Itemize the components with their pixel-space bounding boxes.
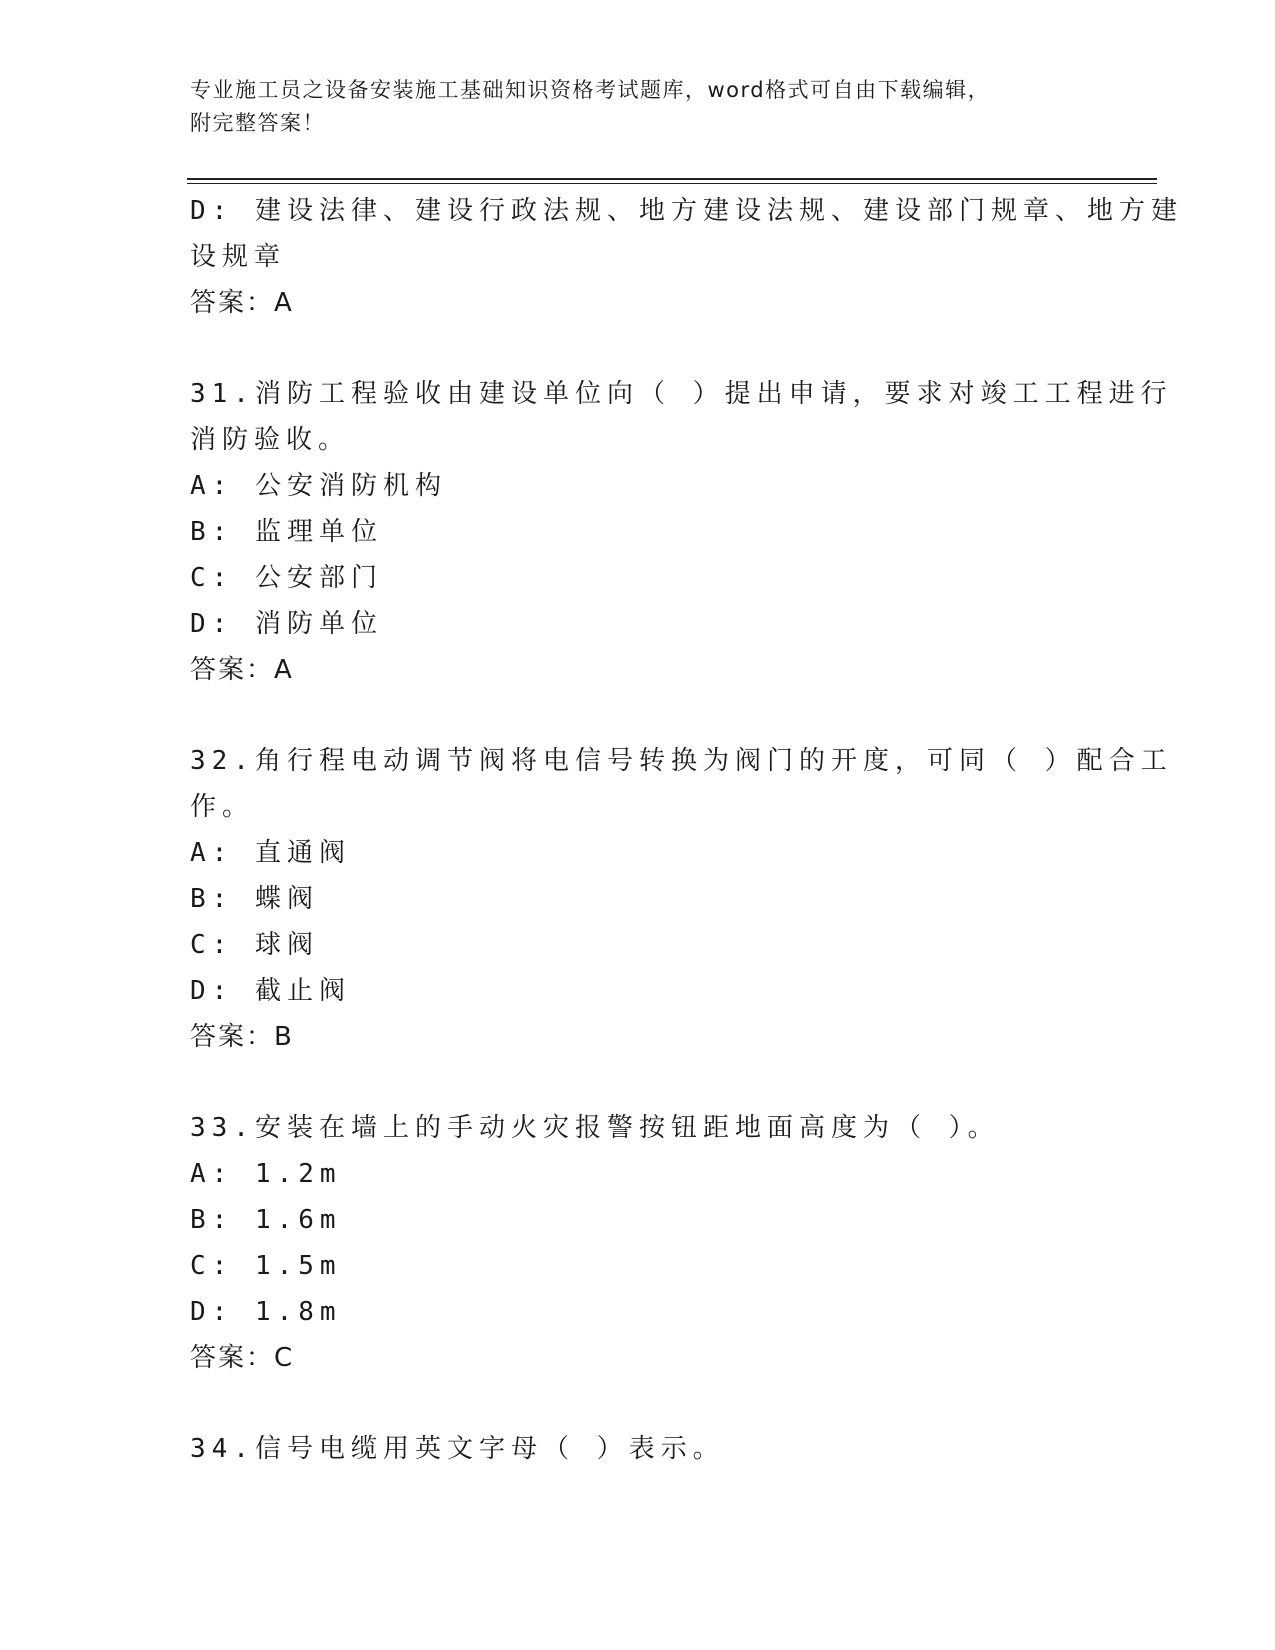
- question-text: 33.安装在墙上的手动火灾报警按钮距地面高度为（ ）。: [190, 1113, 1000, 1143]
- answer: 答案：A: [190, 655, 294, 685]
- header-divider-thick: [187, 178, 1157, 180]
- option-c: C: 球阀: [190, 930, 319, 960]
- question-text-continuation: 作。: [190, 792, 255, 822]
- question-text: 34.信号电缆用英文字母（ ）表示。: [190, 1434, 725, 1464]
- option-b: B: 蝶阀: [190, 884, 319, 914]
- option-c: C: 公安部门: [190, 563, 383, 593]
- option-d: D: 截止阀: [190, 976, 351, 1006]
- option-d: D: 1.8m: [190, 1297, 342, 1327]
- option-d: D: 消防单位: [190, 609, 383, 639]
- question-34: [190, 1426, 1090, 1472]
- question-text: 32.角行程电动调节阀将电信号转换为阀门的开度，可同（ ）配合工: [190, 746, 1173, 776]
- question-content: [190, 188, 1183, 1472]
- question-31: [190, 371, 1173, 693]
- answer: 答案：C: [190, 1343, 295, 1373]
- option-c: C: 1.5m: [190, 1251, 342, 1281]
- question-33: [190, 1105, 1090, 1381]
- answer: 答案：B: [190, 1022, 294, 1052]
- option-a: A: 直通阀: [190, 838, 351, 868]
- option-d-continuation: 设规章: [190, 242, 287, 272]
- option-a: A: 公安消防机构: [190, 471, 447, 501]
- header-divider-thin: [187, 183, 1157, 184]
- question-32: [190, 738, 1173, 1060]
- option-a: A: 1.2m: [190, 1159, 342, 1189]
- option-b: B: 1.6m: [190, 1205, 342, 1235]
- header-line-2: 附完整答案！: [190, 111, 325, 135]
- document-header: [190, 74, 1090, 140]
- option-b: B: 监理单位: [190, 517, 383, 547]
- header-line-1: 专业施工员之设备安装施工基础知识资格考试题库，word格式可自由下载编辑，: [190, 78, 991, 102]
- option-d: D: 建设法律、建设行政法规、地方建设法规、建设部门规章、地方建: [190, 196, 1183, 226]
- question-text: 31.消防工程验收由建设单位向（ ）提出申请，要求对竣工工程进行: [190, 379, 1173, 409]
- question-text-continuation: 消防验收。: [190, 425, 351, 455]
- previous-question-tail: [190, 188, 1183, 326]
- answer: 答案：A: [190, 288, 294, 318]
